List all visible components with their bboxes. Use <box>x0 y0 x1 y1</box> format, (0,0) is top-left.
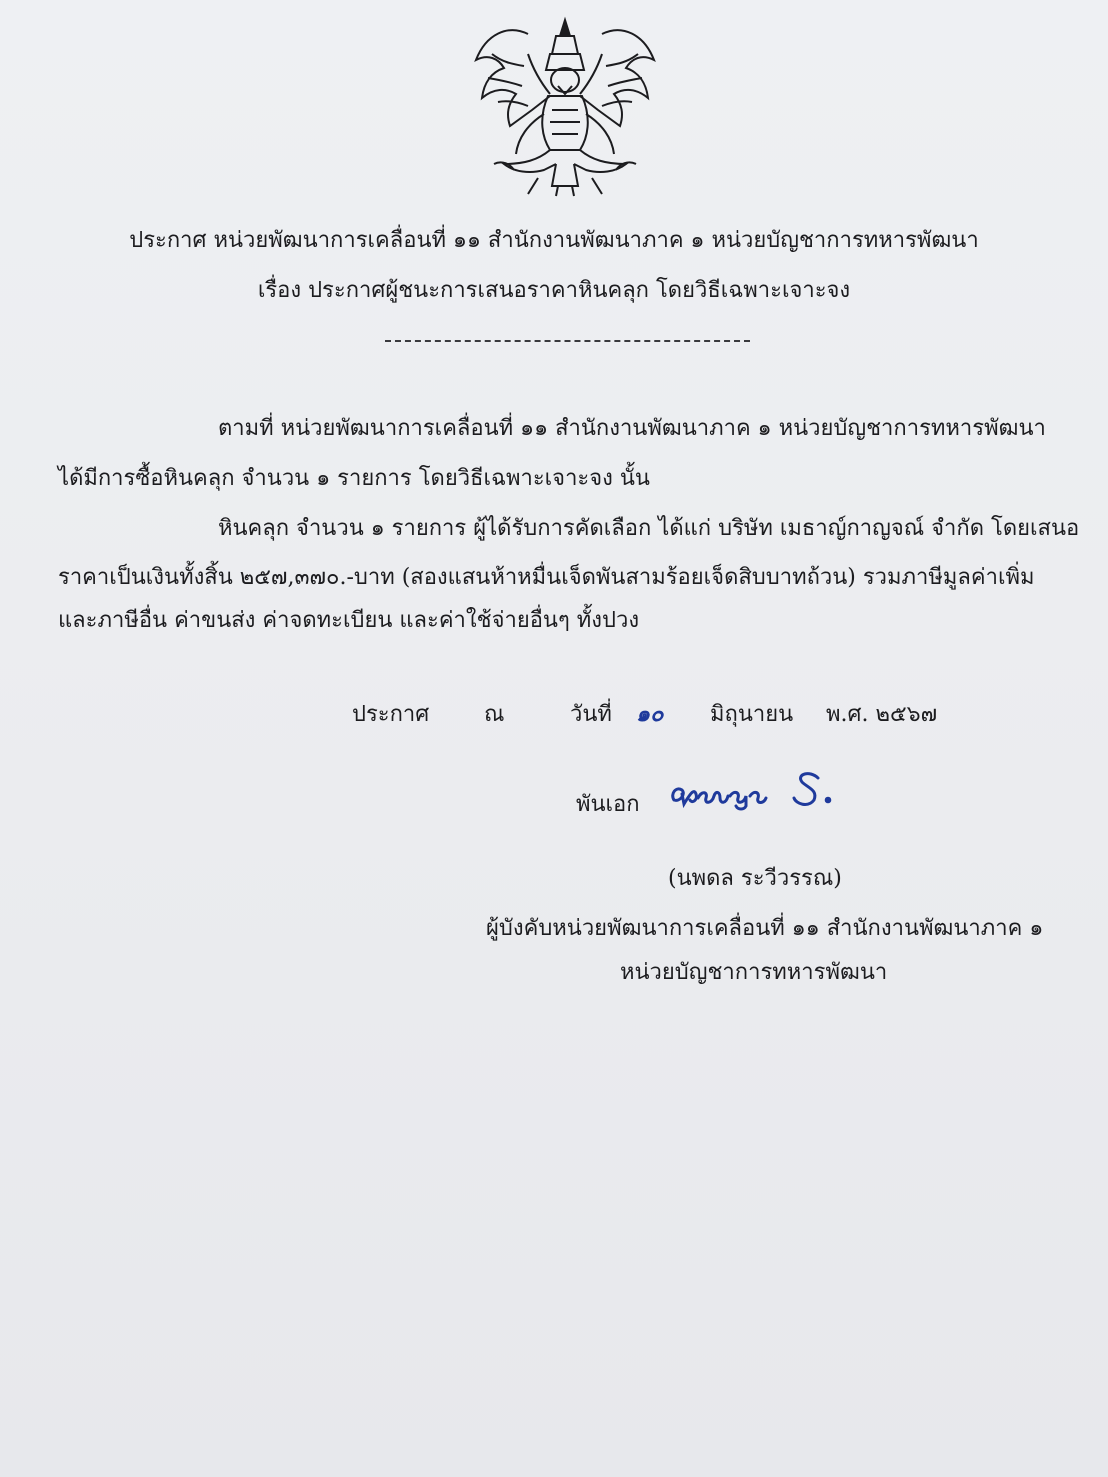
signatory-position-line2: หน่วยบัญชาการทหารพัฒนา <box>620 960 888 985</box>
announce-day-label: วันที่ <box>570 702 612 727</box>
announcement-subject-line: เรื่อง ประกาศผู้ชนะการเสนอราคาหินคลุก โดยวิธีเฉพาะเจาะจง <box>257 278 851 303</box>
signatory-rank: พันเอก <box>576 792 640 817</box>
dashed-divider <box>385 340 750 342</box>
paragraph1-line2: ได้มีการซื้อหินคลุก จำนวน ๑ รายการ โดยวิธีเฉพาะเจาะจง นั้น <box>58 466 650 491</box>
signatory-name: (นพดล ระวีวรรณ) <box>668 866 842 891</box>
paragraph2-line2: ราคาเป็นเงินทั้งสิ้น ๒๕๗,๓๗๐.-บาท (สองแสนห้าหมื่นเจ็ดพันสามร้อยเจ็ดสิบบาทถ้วน) รวมภาษีมูลค่าเพิ่ม <box>58 565 1035 590</box>
handwritten-signature <box>668 764 848 814</box>
announcement-issuer-line: ประกาศ หน่วยพัฒนาการเคลื่อนที่ ๑๑ สำนักงานพัฒนาภาค ๑ หน่วยบัญชาการทหารพัฒนา <box>129 228 979 253</box>
announce-label: ประกาศ <box>352 702 430 727</box>
announce-year: พ.ศ. ๒๕๖๗ <box>826 702 938 727</box>
announce-day-value: ๑๐ <box>636 702 664 727</box>
announce-month: มิถุนายน <box>710 702 794 727</box>
paragraph2-line3: และภาษีอื่น ค่าขนส่ง ค่าจดทะเบียน และค่าใช้จ่ายอื่นๆ ทั้งปวง <box>58 608 640 633</box>
announce-at: ณ <box>484 702 505 727</box>
garuda-emblem-icon <box>468 14 662 198</box>
signatory-position-line1: ผู้บังคับหน่วยพัฒนาการเคลื่อนที่ ๑๑ สำนักงานพัฒนาภาค ๑ <box>486 916 1044 941</box>
paragraph2-line1: หินคลุก จำนวน ๑ รายการ ผู้ได้รับการคัดเลือก ได้แก่ บริษัท เมธาญ์กาญจณ์ จำกัด โดยเสนอ <box>218 516 1080 541</box>
paragraph1-line1: ตามที่ หน่วยพัฒนาการเคลื่อนที่ ๑๑ สำนักงานพัฒนาภาค ๑ หน่วยบัญชาการทหารพัฒนา <box>218 416 1046 441</box>
